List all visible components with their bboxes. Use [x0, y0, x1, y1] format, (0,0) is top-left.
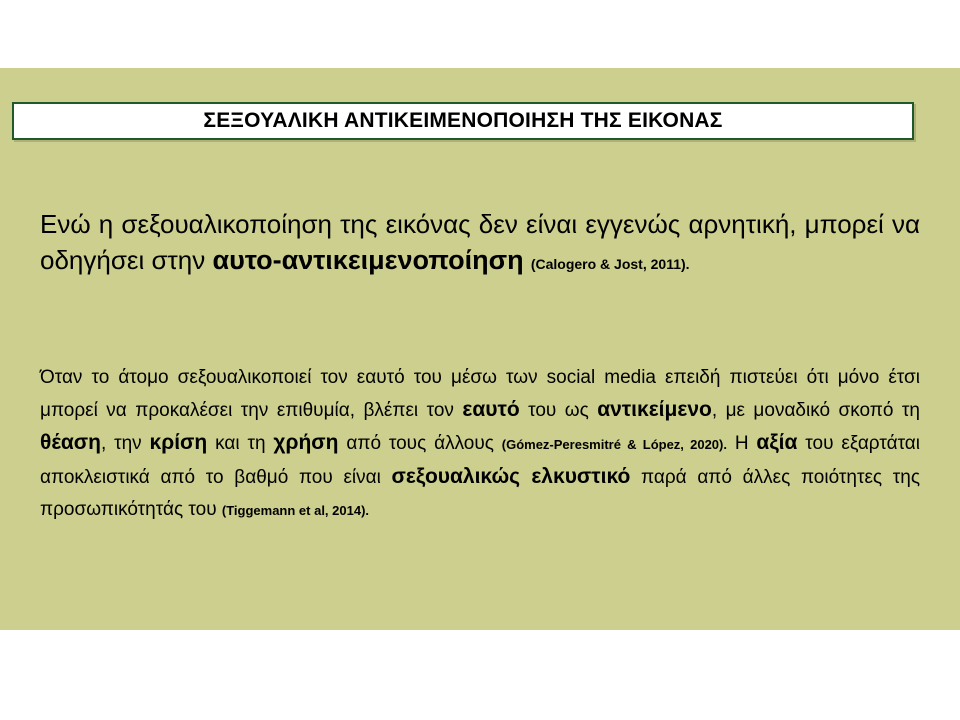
- paragraph-main-text-3: , με μοναδικό σκοπό τη: [711, 400, 920, 421]
- emphasis-use: χρήση: [273, 431, 339, 454]
- paragraph-main: [40, 362, 920, 527]
- slide-background-band: [0, 68, 960, 630]
- paragraph-main-text-9: παρά από άλλες ποιότητες της προσωπικότητάς του: [40, 467, 920, 520]
- emphasis-viewing: θέαση: [40, 431, 101, 454]
- emphasis-object: αντικείμενο: [597, 398, 712, 421]
- paragraph-main-text-7: Η: [726, 433, 757, 454]
- citation-gomez-peresmitre-lopez: (Gómez-Peresmitré & López, 2020).: [501, 437, 727, 452]
- paragraph-main-text-6: από τους άλλους: [338, 433, 502, 454]
- slide-title-box: [12, 102, 914, 140]
- emphasis-self-objectification: αυτο-αντικειμενοποίηση: [212, 245, 524, 275]
- paragraph-main-text-5: και τη: [207, 433, 274, 454]
- paragraph-intro: [40, 206, 920, 282]
- paragraph-main-text-8: του εξαρτάται αποκλειστικά από το βαθμό που είναι: [40, 433, 921, 488]
- citation-tiggemann-et-al: (Tiggemann et al, 2014).: [221, 503, 370, 518]
- slide-title: ΣΕΞΟΥΑΛΙΚΗ ΑΝΤΙΚΕΙΜΕΝΟΠΟΙΗΣΗ ΤΗΣ ΕΙΚΟΝΑΣ: [203, 109, 723, 132]
- citation-calogero-jost: (Calogero & Jost, 2011).: [530, 256, 690, 272]
- paragraph-intro-text: Ενώ η σεξουαλικοποίηση της εικόνας δεν είναι εγγενώς αρνητική, μπορεί να οδηγήσει στην: [40, 209, 920, 275]
- emphasis-self: εαυτό: [462, 398, 520, 421]
- paragraph-main-text-4: , την: [100, 433, 150, 454]
- paragraph-main-text-1: Όταν το άτομο σεξουαλικοποιεί τον εαυτό του μέσω των social media επειδή πιστεύει ότι μόνο έτσι μπορεί να προκαλέσει την επιθυμία, βλέπει τον: [40, 367, 920, 421]
- emphasis-sexually-attractive: σεξουαλικώς ελκυστικό: [391, 465, 631, 488]
- emphasis-worth: αξία: [756, 431, 798, 454]
- paragraph-main-text-2: του ως: [519, 400, 598, 421]
- emphasis-judgment: κρίση: [149, 431, 208, 454]
